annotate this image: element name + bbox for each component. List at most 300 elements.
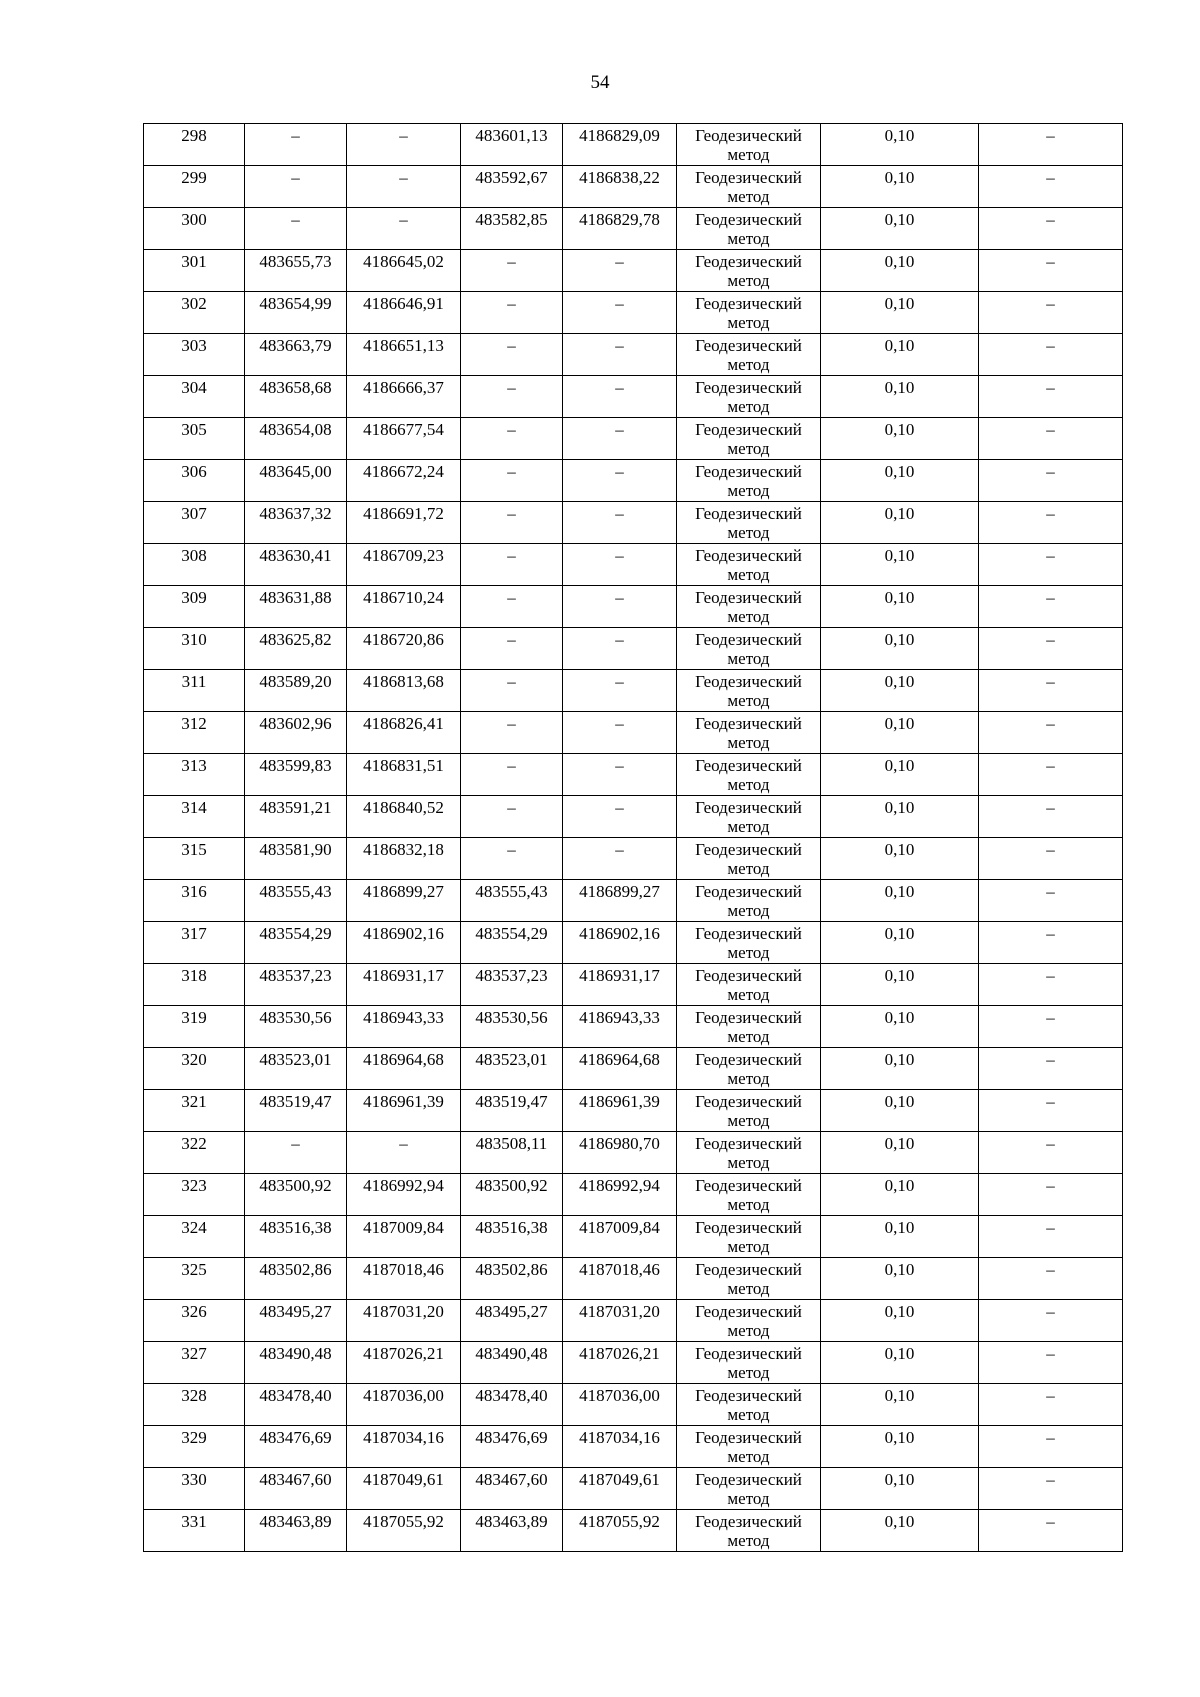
existing-y-cell: 4186961,39: [347, 1090, 461, 1132]
accuracy-cell: 0,10: [821, 334, 979, 376]
accuracy-cell: 0,10: [821, 1174, 979, 1216]
new-x-cell: –: [461, 418, 563, 460]
accuracy-cell: 0,10: [821, 208, 979, 250]
new-x-cell: 483555,43: [461, 880, 563, 922]
point-number-cell: 305: [144, 418, 245, 460]
existing-y-cell: 4186832,18: [347, 838, 461, 880]
existing-y-cell: 4186666,37: [347, 376, 461, 418]
point-number-cell: 329: [144, 1426, 245, 1468]
notes-cell: –: [979, 334, 1123, 376]
notes-cell: –: [979, 1216, 1123, 1258]
accuracy-cell: 0,10: [821, 1510, 979, 1552]
table-row: [144, 418, 1123, 460]
method-cell: Геодезический метод: [677, 1342, 821, 1384]
notes-cell: –: [979, 754, 1123, 796]
notes-cell: –: [979, 1468, 1123, 1510]
new-x-cell: 483554,29: [461, 922, 563, 964]
new-y-cell: –: [563, 670, 677, 712]
table-row: [144, 1216, 1123, 1258]
notes-cell: –: [979, 250, 1123, 292]
accuracy-cell: 0,10: [821, 754, 979, 796]
new-y-cell: 4187018,46: [563, 1258, 677, 1300]
existing-x-cell: 483502,86: [245, 1258, 347, 1300]
new-y-cell: –: [563, 586, 677, 628]
existing-x-cell: 483645,00: [245, 460, 347, 502]
point-number-cell: 328: [144, 1384, 245, 1426]
existing-y-cell: 4186645,02: [347, 250, 461, 292]
new-y-cell: –: [563, 544, 677, 586]
new-x-cell: 483582,85: [461, 208, 563, 250]
new-x-cell: –: [461, 838, 563, 880]
accuracy-cell: 0,10: [821, 1426, 979, 1468]
new-y-cell: –: [563, 628, 677, 670]
existing-y-cell: 4186709,23: [347, 544, 461, 586]
new-y-cell: –: [563, 460, 677, 502]
new-x-cell: 483467,60: [461, 1468, 563, 1510]
existing-x-cell: 483463,89: [245, 1510, 347, 1552]
existing-x-cell: 483495,27: [245, 1300, 347, 1342]
existing-y-cell: 4187026,21: [347, 1342, 461, 1384]
point-number-cell: 304: [144, 376, 245, 418]
notes-cell: –: [979, 964, 1123, 1006]
notes-cell: –: [979, 838, 1123, 880]
table-row: [144, 628, 1123, 670]
existing-y-cell: 4186710,24: [347, 586, 461, 628]
existing-x-cell: 483625,82: [245, 628, 347, 670]
accuracy-cell: 0,10: [821, 1216, 979, 1258]
accuracy-cell: 0,10: [821, 166, 979, 208]
new-x-cell: 483519,47: [461, 1090, 563, 1132]
point-number-cell: 326: [144, 1300, 245, 1342]
new-x-cell: 483476,69: [461, 1426, 563, 1468]
existing-y-cell: 4186826,41: [347, 712, 461, 754]
point-number-cell: 331: [144, 1510, 245, 1552]
new-y-cell: –: [563, 838, 677, 880]
method-cell: Геодезический метод: [677, 544, 821, 586]
new-x-cell: 483495,27: [461, 1300, 563, 1342]
accuracy-cell: 0,10: [821, 880, 979, 922]
notes-cell: –: [979, 712, 1123, 754]
table-row: [144, 964, 1123, 1006]
new-y-cell: –: [563, 334, 677, 376]
method-cell: Геодезический метод: [677, 586, 821, 628]
notes-cell: –: [979, 1174, 1123, 1216]
existing-y-cell: 4187018,46: [347, 1258, 461, 1300]
point-number-cell: 316: [144, 880, 245, 922]
new-y-cell: –: [563, 418, 677, 460]
notes-cell: –: [979, 796, 1123, 838]
table-row: [144, 1342, 1123, 1384]
table-row: [144, 124, 1123, 166]
existing-x-cell: 483591,21: [245, 796, 347, 838]
point-number-cell: 298: [144, 124, 245, 166]
table-row: [144, 1468, 1123, 1510]
method-cell: Геодезический метод: [677, 208, 821, 250]
existing-x-cell: 483519,47: [245, 1090, 347, 1132]
new-x-cell: 483601,13: [461, 124, 563, 166]
existing-x-cell: 483658,68: [245, 376, 347, 418]
method-cell: Геодезический метод: [677, 880, 821, 922]
accuracy-cell: 0,10: [821, 1090, 979, 1132]
method-cell: Геодезический метод: [677, 334, 821, 376]
existing-y-cell: –: [347, 1132, 461, 1174]
method-cell: Геодезический метод: [677, 922, 821, 964]
new-y-cell: –: [563, 376, 677, 418]
point-number-cell: 312: [144, 712, 245, 754]
point-number-cell: 330: [144, 1468, 245, 1510]
table-row: [144, 250, 1123, 292]
new-x-cell: 483490,48: [461, 1342, 563, 1384]
existing-y-cell: –: [347, 166, 461, 208]
existing-x-cell: 483581,90: [245, 838, 347, 880]
existing-y-cell: 4186677,54: [347, 418, 461, 460]
table-row: [144, 670, 1123, 712]
new-x-cell: 483502,86: [461, 1258, 563, 1300]
method-cell: Геодезический метод: [677, 1384, 821, 1426]
method-cell: Геодезический метод: [677, 838, 821, 880]
method-cell: Геодезический метод: [677, 796, 821, 838]
point-number-cell: 313: [144, 754, 245, 796]
point-number-cell: 308: [144, 544, 245, 586]
accuracy-cell: 0,10: [821, 292, 979, 334]
point-number-cell: 318: [144, 964, 245, 1006]
method-cell: Геодезический метод: [677, 1048, 821, 1090]
existing-x-cell: 483602,96: [245, 712, 347, 754]
notes-cell: –: [979, 166, 1123, 208]
new-y-cell: 4187055,92: [563, 1510, 677, 1552]
existing-x-cell: 483637,32: [245, 502, 347, 544]
new-y-cell: 4186992,94: [563, 1174, 677, 1216]
point-number-cell: 314: [144, 796, 245, 838]
method-cell: Геодезический метод: [677, 964, 821, 1006]
table-row: [144, 208, 1123, 250]
new-y-cell: –: [563, 292, 677, 334]
notes-cell: –: [979, 1510, 1123, 1552]
point-number-cell: 303: [144, 334, 245, 376]
existing-y-cell: 4187034,16: [347, 1426, 461, 1468]
existing-x-cell: 483537,23: [245, 964, 347, 1006]
notes-cell: –: [979, 1090, 1123, 1132]
table-row: [144, 586, 1123, 628]
new-x-cell: –: [461, 250, 563, 292]
table-row: [144, 1174, 1123, 1216]
existing-x-cell: 483654,99: [245, 292, 347, 334]
point-number-cell: 324: [144, 1216, 245, 1258]
point-number-cell: 317: [144, 922, 245, 964]
accuracy-cell: 0,10: [821, 1132, 979, 1174]
accuracy-cell: 0,10: [821, 1048, 979, 1090]
existing-x-cell: 483500,92: [245, 1174, 347, 1216]
notes-cell: –: [979, 1132, 1123, 1174]
method-cell: Геодезический метод: [677, 1258, 821, 1300]
existing-x-cell: 483467,60: [245, 1468, 347, 1510]
existing-y-cell: 4186672,24: [347, 460, 461, 502]
table-row: [144, 544, 1123, 586]
point-number-cell: 306: [144, 460, 245, 502]
method-cell: Геодезический метод: [677, 250, 821, 292]
accuracy-cell: 0,10: [821, 1300, 979, 1342]
method-cell: Геодезический метод: [677, 1006, 821, 1048]
table-row: [144, 838, 1123, 880]
new-x-cell: –: [461, 754, 563, 796]
existing-x-cell: 483523,01: [245, 1048, 347, 1090]
accuracy-cell: 0,10: [821, 502, 979, 544]
notes-cell: –: [979, 670, 1123, 712]
notes-cell: –: [979, 544, 1123, 586]
existing-y-cell: –: [347, 208, 461, 250]
new-x-cell: –: [461, 796, 563, 838]
accuracy-cell: 0,10: [821, 1342, 979, 1384]
accuracy-cell: 0,10: [821, 1006, 979, 1048]
existing-x-cell: 483654,08: [245, 418, 347, 460]
existing-x-cell: 483478,40: [245, 1384, 347, 1426]
new-y-cell: 4186902,16: [563, 922, 677, 964]
notes-cell: –: [979, 208, 1123, 250]
point-number-cell: 302: [144, 292, 245, 334]
point-number-cell: 325: [144, 1258, 245, 1300]
new-x-cell: –: [461, 712, 563, 754]
new-y-cell: 4187049,61: [563, 1468, 677, 1510]
existing-x-cell: 483516,38: [245, 1216, 347, 1258]
accuracy-cell: 0,10: [821, 124, 979, 166]
method-cell: Геодезический метод: [677, 166, 821, 208]
existing-y-cell: 4186992,94: [347, 1174, 461, 1216]
accuracy-cell: 0,10: [821, 418, 979, 460]
new-x-cell: –: [461, 586, 563, 628]
existing-y-cell: 4186943,33: [347, 1006, 461, 1048]
point-number-cell: 323: [144, 1174, 245, 1216]
existing-y-cell: 4186964,68: [347, 1048, 461, 1090]
new-x-cell: –: [461, 502, 563, 544]
notes-cell: –: [979, 1384, 1123, 1426]
table-row: [144, 1384, 1123, 1426]
accuracy-cell: 0,10: [821, 250, 979, 292]
method-cell: Геодезический метод: [677, 1090, 821, 1132]
new-x-cell: –: [461, 628, 563, 670]
existing-y-cell: 4187031,20: [347, 1300, 461, 1342]
table-row: [144, 880, 1123, 922]
accuracy-cell: 0,10: [821, 1384, 979, 1426]
method-cell: Геодезический метод: [677, 670, 821, 712]
method-cell: Геодезический метод: [677, 460, 821, 502]
table-row: [144, 712, 1123, 754]
new-x-cell: –: [461, 334, 563, 376]
notes-cell: –: [979, 418, 1123, 460]
existing-x-cell: 483655,73: [245, 250, 347, 292]
table-row: [144, 1048, 1123, 1090]
new-x-cell: 483516,38: [461, 1216, 563, 1258]
table-row: [144, 922, 1123, 964]
new-y-cell: 4187034,16: [563, 1426, 677, 1468]
point-number-cell: 307: [144, 502, 245, 544]
method-cell: Геодезический метод: [677, 1510, 821, 1552]
existing-y-cell: 4187055,92: [347, 1510, 461, 1552]
new-y-cell: 4187009,84: [563, 1216, 677, 1258]
point-number-cell: 320: [144, 1048, 245, 1090]
page-number: 54: [590, 72, 610, 93]
table-body: [144, 124, 1123, 1552]
accuracy-cell: 0,10: [821, 712, 979, 754]
new-x-cell: 483463,89: [461, 1510, 563, 1552]
notes-cell: –: [979, 922, 1123, 964]
existing-x-cell: 483530,56: [245, 1006, 347, 1048]
new-y-cell: 4186899,27: [563, 880, 677, 922]
notes-cell: –: [979, 502, 1123, 544]
existing-y-cell: 4186931,17: [347, 964, 461, 1006]
accuracy-cell: 0,10: [821, 670, 979, 712]
existing-x-cell: –: [245, 166, 347, 208]
method-cell: Геодезический метод: [677, 1132, 821, 1174]
new-y-cell: 4186961,39: [563, 1090, 677, 1132]
table-row: [144, 334, 1123, 376]
new-y-cell: 4186980,70: [563, 1132, 677, 1174]
new-x-cell: 483508,11: [461, 1132, 563, 1174]
notes-cell: –: [979, 1342, 1123, 1384]
accuracy-cell: 0,10: [821, 460, 979, 502]
new-x-cell: –: [461, 460, 563, 502]
method-cell: Геодезический метод: [677, 1216, 821, 1258]
existing-x-cell: 483599,83: [245, 754, 347, 796]
table-row: [144, 1426, 1123, 1468]
new-x-cell: 483500,92: [461, 1174, 563, 1216]
existing-y-cell: 4187009,84: [347, 1216, 461, 1258]
accuracy-cell: 0,10: [821, 628, 979, 670]
notes-cell: –: [979, 376, 1123, 418]
table-row: [144, 796, 1123, 838]
accuracy-cell: 0,10: [821, 964, 979, 1006]
method-cell: Геодезический метод: [677, 502, 821, 544]
point-number-cell: 299: [144, 166, 245, 208]
table-row: [144, 1006, 1123, 1048]
method-cell: Геодезический метод: [677, 1426, 821, 1468]
point-number-cell: 309: [144, 586, 245, 628]
method-cell: Геодезический метод: [677, 1174, 821, 1216]
notes-cell: –: [979, 1258, 1123, 1300]
notes-cell: –: [979, 880, 1123, 922]
point-number-cell: 322: [144, 1132, 245, 1174]
new-y-cell: 4186931,17: [563, 964, 677, 1006]
new-y-cell: 4186829,78: [563, 208, 677, 250]
new-y-cell: –: [563, 754, 677, 796]
table-row: [144, 1258, 1123, 1300]
notes-cell: –: [979, 124, 1123, 166]
existing-y-cell: 4186899,27: [347, 880, 461, 922]
accuracy-cell: 0,10: [821, 544, 979, 586]
method-cell: Геодезический метод: [677, 292, 821, 334]
new-y-cell: –: [563, 502, 677, 544]
new-y-cell: 4186964,68: [563, 1048, 677, 1090]
accuracy-cell: 0,10: [821, 922, 979, 964]
new-y-cell: 4186838,22: [563, 166, 677, 208]
table-row: [144, 460, 1123, 502]
existing-y-cell: 4186720,86: [347, 628, 461, 670]
existing-x-cell: 483476,69: [245, 1426, 347, 1468]
new-y-cell: 4187026,21: [563, 1342, 677, 1384]
new-x-cell: –: [461, 544, 563, 586]
coordinates-table: [143, 123, 1123, 1552]
point-number-cell: 301: [144, 250, 245, 292]
point-number-cell: 319: [144, 1006, 245, 1048]
table-row: [144, 376, 1123, 418]
new-y-cell: 4187031,20: [563, 1300, 677, 1342]
accuracy-cell: 0,10: [821, 376, 979, 418]
table-row: [144, 1300, 1123, 1342]
existing-x-cell: –: [245, 1132, 347, 1174]
new-y-cell: 4186829,09: [563, 124, 677, 166]
table-row: [144, 502, 1123, 544]
table-row: [144, 166, 1123, 208]
existing-y-cell: 4186813,68: [347, 670, 461, 712]
accuracy-cell: 0,10: [821, 796, 979, 838]
method-cell: Геодезический метод: [677, 376, 821, 418]
existing-y-cell: 4186831,51: [347, 754, 461, 796]
existing-x-cell: –: [245, 124, 347, 166]
new-x-cell: 483530,56: [461, 1006, 563, 1048]
table-row: [144, 1090, 1123, 1132]
new-x-cell: –: [461, 292, 563, 334]
existing-y-cell: 4186651,13: [347, 334, 461, 376]
new-x-cell: 483592,67: [461, 166, 563, 208]
point-number-cell: 321: [144, 1090, 245, 1132]
notes-cell: –: [979, 1006, 1123, 1048]
new-x-cell: –: [461, 670, 563, 712]
notes-cell: –: [979, 1426, 1123, 1468]
point-number-cell: 300: [144, 208, 245, 250]
new-y-cell: –: [563, 712, 677, 754]
existing-x-cell: 483555,43: [245, 880, 347, 922]
method-cell: Геодезический метод: [677, 124, 821, 166]
point-number-cell: 327: [144, 1342, 245, 1384]
method-cell: Геодезический метод: [677, 1468, 821, 1510]
accuracy-cell: 0,10: [821, 1468, 979, 1510]
existing-x-cell: 483490,48: [245, 1342, 347, 1384]
method-cell: Геодезический метод: [677, 1300, 821, 1342]
notes-cell: –: [979, 1048, 1123, 1090]
existing-x-cell: 483554,29: [245, 922, 347, 964]
method-cell: Геодезический метод: [677, 628, 821, 670]
existing-y-cell: 4186902,16: [347, 922, 461, 964]
existing-x-cell: 483589,20: [245, 670, 347, 712]
table-row: [144, 754, 1123, 796]
new-y-cell: –: [563, 796, 677, 838]
existing-x-cell: 483631,88: [245, 586, 347, 628]
new-x-cell: –: [461, 376, 563, 418]
existing-y-cell: –: [347, 124, 461, 166]
method-cell: Геодезический метод: [677, 418, 821, 460]
existing-y-cell: 4186691,72: [347, 502, 461, 544]
notes-cell: –: [979, 586, 1123, 628]
notes-cell: –: [979, 1300, 1123, 1342]
table-row: [144, 1510, 1123, 1552]
existing-y-cell: 4186840,52: [347, 796, 461, 838]
point-number-cell: 311: [144, 670, 245, 712]
accuracy-cell: 0,10: [821, 838, 979, 880]
existing-x-cell: 483630,41: [245, 544, 347, 586]
table-row: [144, 292, 1123, 334]
notes-cell: –: [979, 292, 1123, 334]
method-cell: Геодезический метод: [677, 754, 821, 796]
notes-cell: –: [979, 460, 1123, 502]
new-x-cell: 483537,23: [461, 964, 563, 1006]
new-y-cell: 4186943,33: [563, 1006, 677, 1048]
existing-y-cell: 4187036,00: [347, 1384, 461, 1426]
existing-x-cell: –: [245, 208, 347, 250]
accuracy-cell: 0,10: [821, 586, 979, 628]
accuracy-cell: 0,10: [821, 1258, 979, 1300]
method-cell: Геодезический метод: [677, 712, 821, 754]
point-number-cell: 310: [144, 628, 245, 670]
new-y-cell: 4187036,00: [563, 1384, 677, 1426]
